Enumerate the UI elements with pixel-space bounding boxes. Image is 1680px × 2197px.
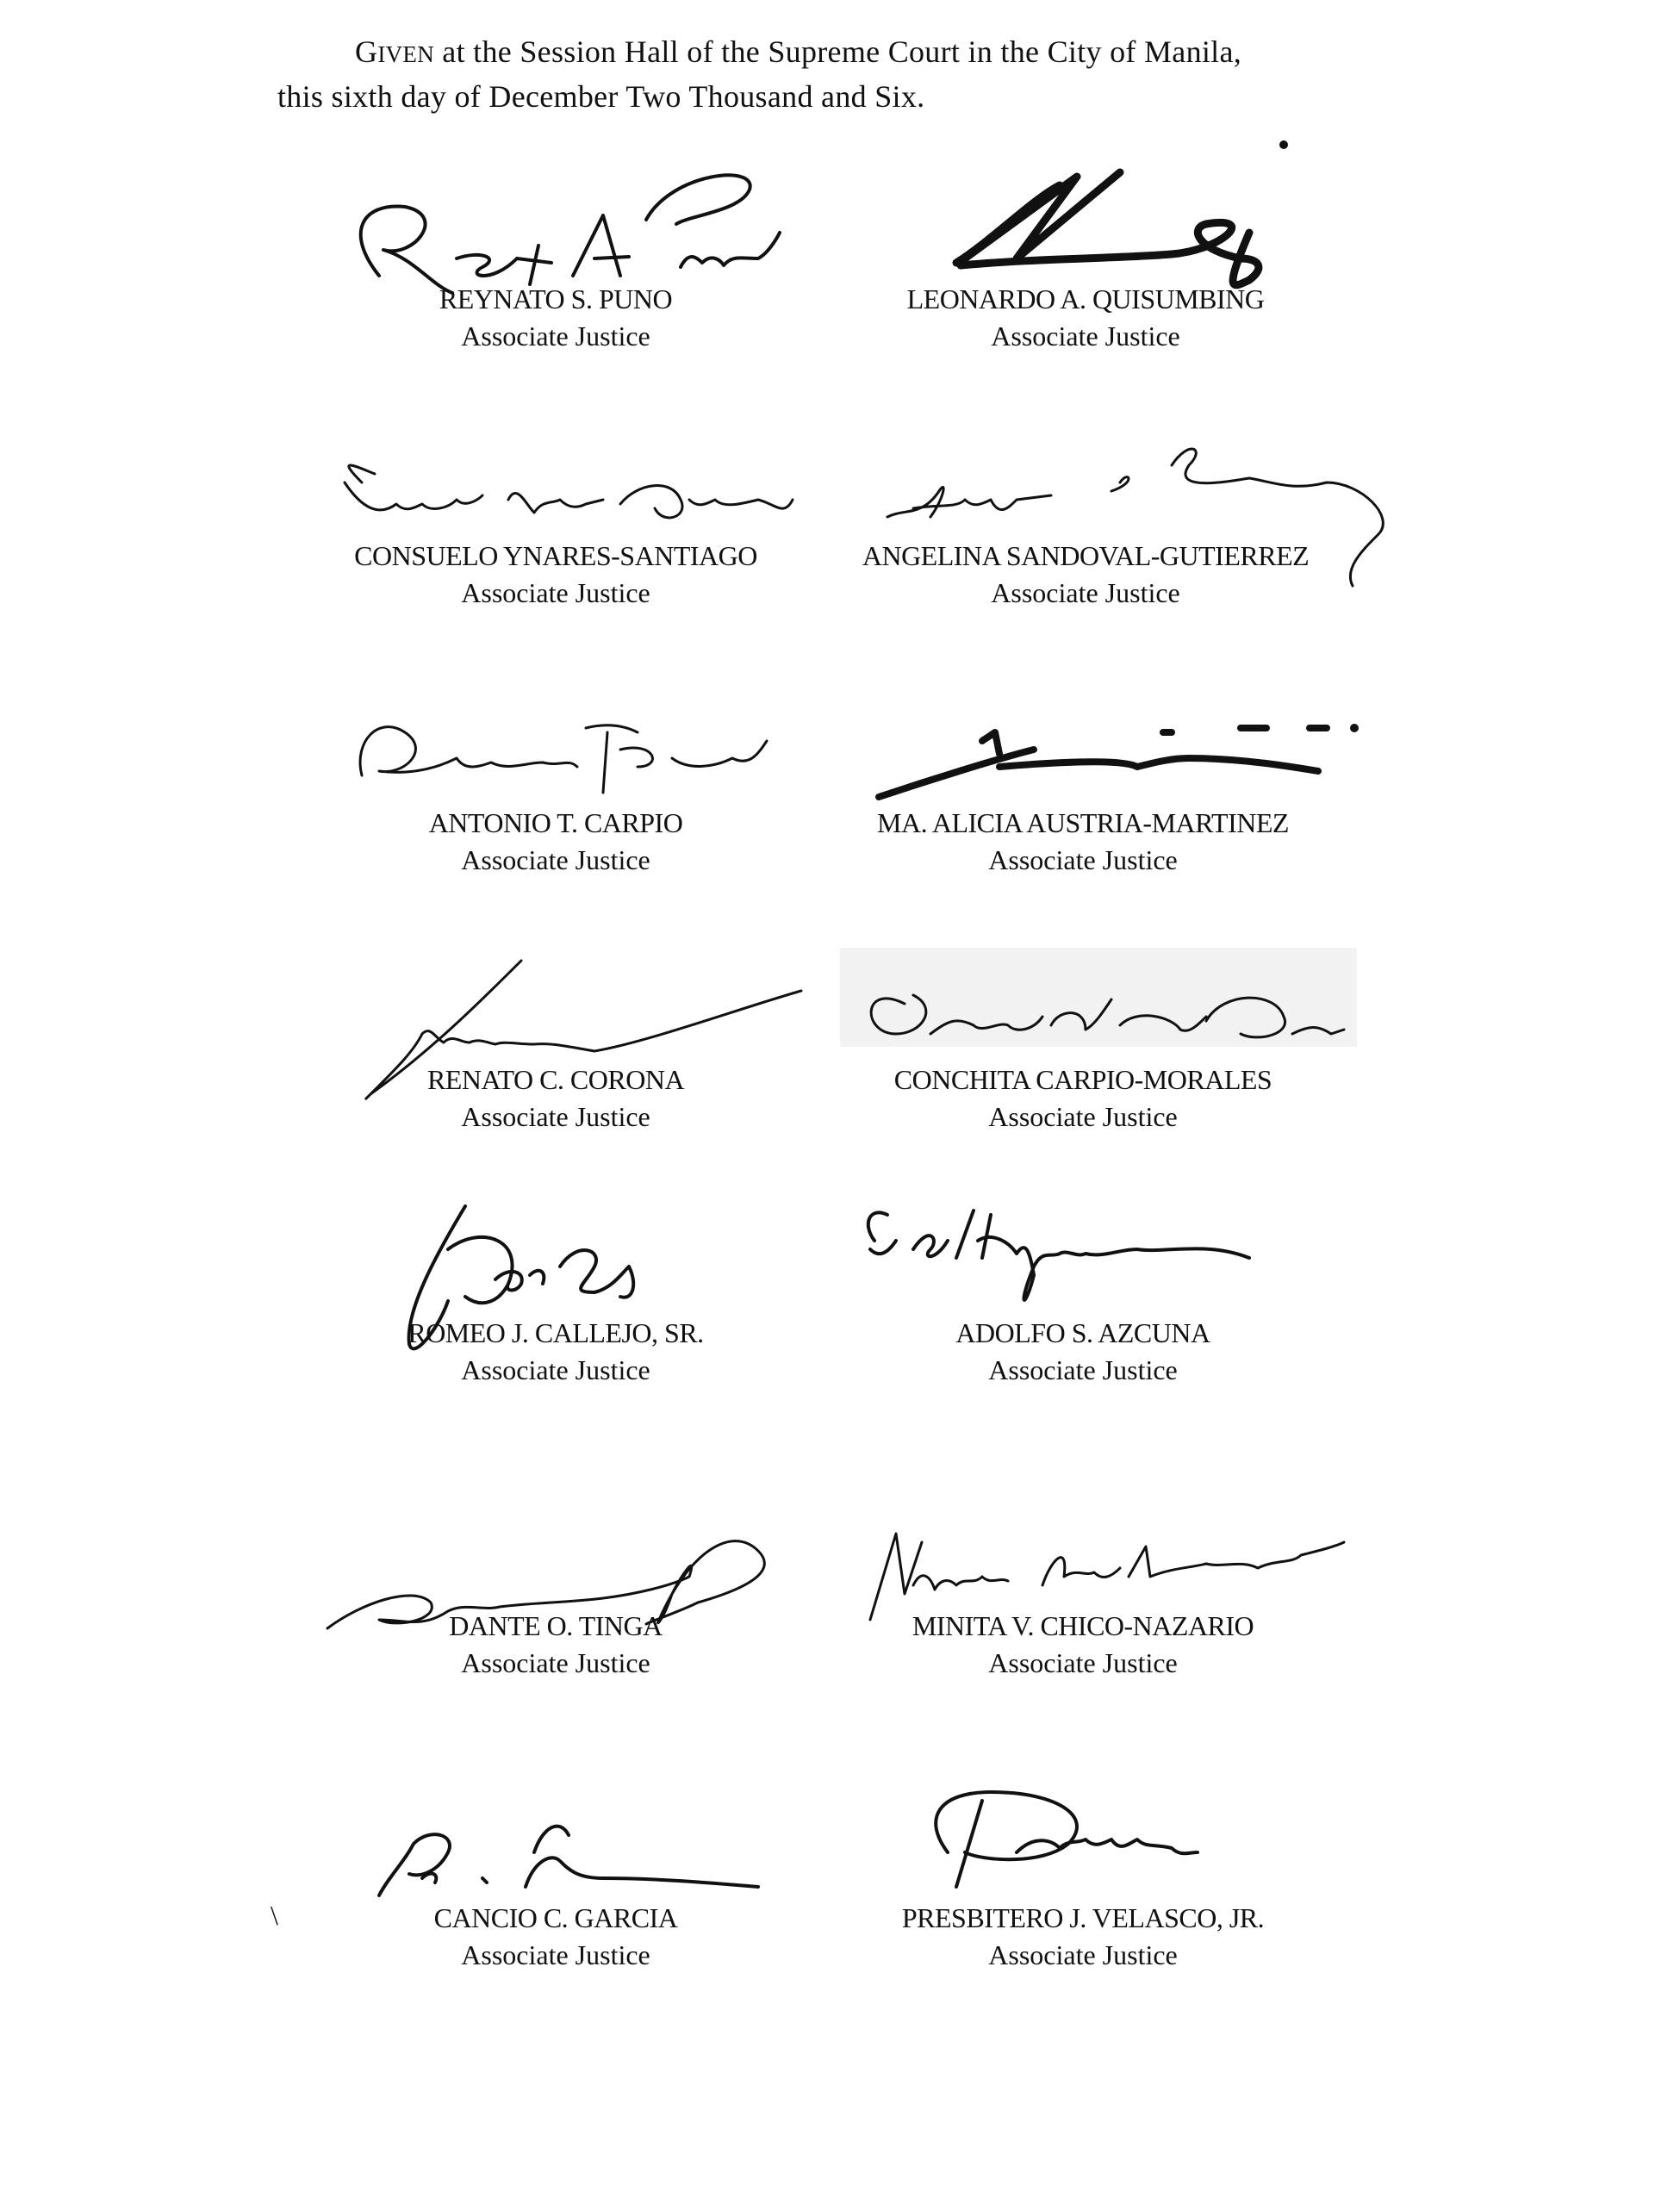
justice-block bbox=[289, 1061, 823, 1136]
justice-block bbox=[289, 538, 823, 612]
closing-line-2: this sixth day of December Two Thousand and Six. bbox=[277, 79, 925, 114]
justice-block bbox=[816, 805, 1350, 879]
justice-title: Associate Justice bbox=[988, 1939, 1178, 1970]
justice-name: DANTE O. TINGA bbox=[449, 1610, 663, 1641]
signature-puno bbox=[361, 175, 780, 293]
signature-ynares-santiago bbox=[345, 465, 793, 518]
justice-title: Associate Justice bbox=[461, 1354, 650, 1385]
justice-name: MA. ALICIA AUSTRIA-MARTINEZ bbox=[877, 807, 1289, 838]
justice-block bbox=[816, 1315, 1350, 1389]
signature-quisumbing bbox=[956, 172, 1259, 285]
justice-name: RENATO C. CORONA bbox=[426, 1064, 685, 1095]
stray-mark: \ bbox=[271, 1900, 278, 1931]
justice-block bbox=[289, 1315, 823, 1389]
justice-title: Associate Justice bbox=[461, 321, 650, 352]
justice-title: Associate Justice bbox=[988, 844, 1178, 875]
justice-block bbox=[818, 538, 1353, 612]
justice-title: Associate Justice bbox=[991, 321, 1180, 352]
justice-title: Associate Justice bbox=[461, 1101, 650, 1132]
justice-title: Associate Justice bbox=[461, 844, 650, 875]
signature-garcia bbox=[379, 1827, 758, 1895]
signature-dot bbox=[1350, 724, 1359, 732]
justice-name: REYNATO S. PUNO bbox=[439, 283, 673, 314]
signature-azcuna bbox=[868, 1211, 1249, 1300]
justice-name: ROMEO J. CALLEJO, SR. bbox=[408, 1317, 704, 1348]
justice-name: PRESBITERO J. VELASCO, JR. bbox=[901, 1902, 1265, 1933]
justice-name: CANCIO C. GARCIA bbox=[433, 1902, 678, 1933]
justice-title: Associate Justice bbox=[461, 1939, 650, 1970]
justice-title: Associate Justice bbox=[988, 1101, 1178, 1132]
justice-title: Associate Justice bbox=[461, 577, 650, 608]
justice-title: Associate Justice bbox=[991, 577, 1180, 608]
justice-block bbox=[818, 281, 1353, 355]
signature-dot bbox=[1279, 140, 1288, 149]
signature-velasco bbox=[936, 1792, 1198, 1887]
justice-name: MINITA V. CHICO-NAZARIO bbox=[912, 1610, 1254, 1641]
justice-title: Associate Justice bbox=[988, 1647, 1178, 1678]
justice-block bbox=[289, 1900, 823, 1974]
closing-line-1-rest: at the Session Hall of the Supreme Court in the City of Manila, bbox=[434, 34, 1242, 69]
signature-carpio bbox=[360, 725, 767, 793]
justice-name: ADOLFO S. AZCUNA bbox=[955, 1317, 1210, 1348]
justice-block bbox=[289, 281, 823, 355]
justice-name: CONSUELO YNARES-SANTIAGO bbox=[354, 540, 757, 571]
justice-block bbox=[816, 1900, 1350, 1974]
justice-block bbox=[289, 805, 823, 879]
justice-name: LEONARDO A. QUISUMBING bbox=[906, 283, 1265, 314]
justice-block bbox=[289, 1608, 823, 1682]
signature-chico-nazario bbox=[870, 1534, 1344, 1620]
justice-name: ANTONIO T. CARPIO bbox=[428, 807, 683, 838]
justice-block bbox=[816, 1608, 1350, 1682]
justice-name: ANGELINA SANDOVAL-GUTIERREZ bbox=[862, 540, 1310, 571]
signature-austria-martinez bbox=[879, 728, 1327, 797]
justice-name: CONCHITA CARPIO-MORALES bbox=[893, 1064, 1272, 1095]
justice-block bbox=[816, 1061, 1350, 1136]
given-smallcaps: GIVEN bbox=[355, 34, 434, 69]
justice-title: Associate Justice bbox=[461, 1647, 650, 1678]
justice-title: Associate Justice bbox=[988, 1354, 1178, 1385]
